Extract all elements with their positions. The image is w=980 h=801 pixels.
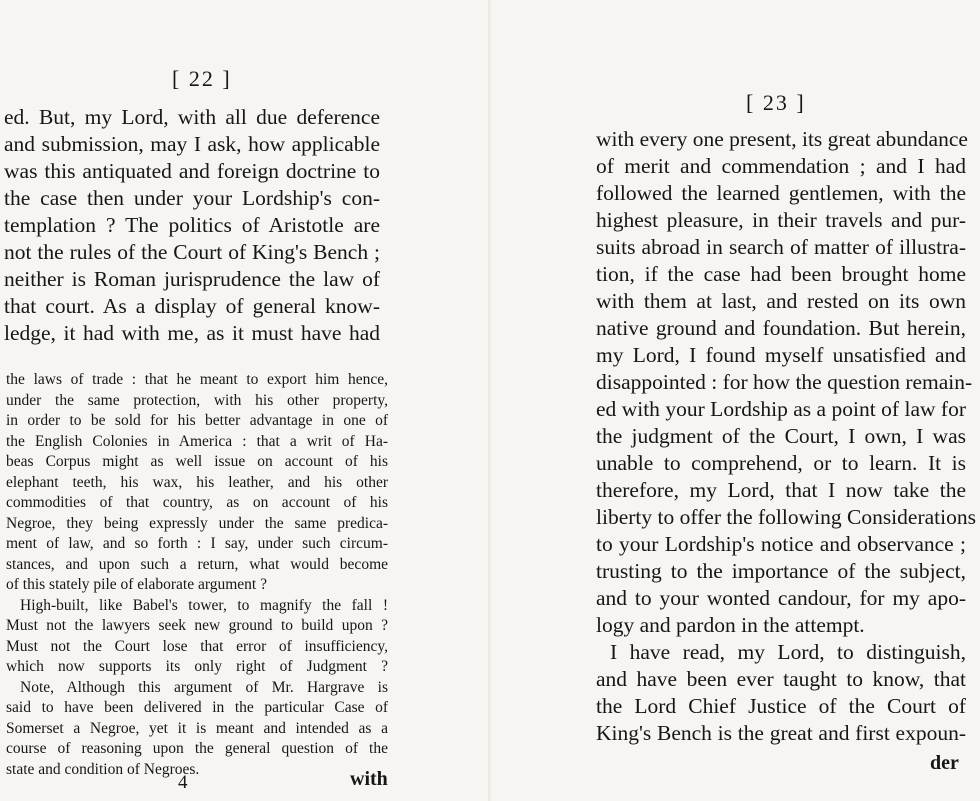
text-line: and have been ever taught to know, that	[596, 667, 966, 691]
text-line: Must not the Court lose that error of insufficiency,	[6, 637, 388, 655]
text-line: beas Corpus might as well issue on account of his	[6, 453, 388, 470]
text-line: in order to be sold for his better advantage in one of	[6, 412, 388, 429]
page-number-23: [ 23 ]	[746, 90, 806, 115]
signature-mark: 4	[178, 772, 188, 793]
page-number-22: [ 22 ]	[172, 66, 232, 91]
text-line: with every one present, its great abundance	[596, 127, 968, 151]
text-line: Somerset a Negroe, yet it is meant and intended as a	[6, 719, 388, 737]
text-line: native ground and foundation. But herein,	[596, 316, 966, 340]
text-line: neither is Roman jurisprudence the law of	[4, 267, 380, 291]
text-line: said to have been delivered in the particular Case of	[6, 699, 388, 716]
text-line: the English Colonies in America : that a writ of Ha-	[6, 432, 388, 450]
text-line: followed the learned gentlemen, with the	[596, 181, 966, 205]
text-line: state and condition of Negroes.	[6, 760, 200, 778]
text-line: trusting to the importance of the subject,	[596, 559, 966, 583]
text-line: course of reasoning upon the general question of the	[6, 740, 388, 757]
text-line: that court. As a display of general know-	[4, 294, 380, 318]
text-line: under the same protection, with his other property,	[6, 391, 388, 409]
text-line: elephant teeth, his wax, his leather, and his other	[6, 473, 388, 491]
text-line: commodities of that country, as on account of his	[6, 494, 388, 511]
text-line: tion, if the case had been brought home	[596, 262, 966, 286]
text-line: therefore, my Lord, that I now take the	[596, 478, 966, 502]
text-line: the judgment of the Court, I own, I was	[596, 424, 966, 448]
text-line: of this stately pile of elaborate argument ?	[6, 576, 267, 593]
right-page	[490, 0, 980, 801]
text-line: Negroe, they being expressly under the same predica-	[6, 514, 388, 532]
text-line: with them at last, and rested on its own	[596, 289, 966, 313]
text-line: stances, and upon such a return, what would become	[6, 555, 388, 573]
text-line: the Lord Chief Justice of the Court of	[596, 694, 966, 718]
text-line: was this antiquated and foreign doctrine to	[4, 159, 380, 183]
text-line: and submission, may I ask, how applicable	[4, 132, 380, 156]
catchword-left: with	[350, 768, 388, 790]
text-line: ed with your Lordship as a point of law for	[596, 397, 966, 421]
text-line: the laws of trade : that he meant to export him hence,	[6, 371, 388, 388]
text-line: King's Bench is the great and first expoun-	[596, 721, 966, 745]
text-line: ed. But, my Lord, with all due deference	[4, 105, 380, 129]
text-line: suits abroad in search of matter of illustra-	[596, 235, 966, 259]
text-line: High-built, like Babel's tower, to magnify the fall !	[20, 596, 388, 614]
text-line: logy and pardon in the attempt.	[596, 613, 865, 637]
text-line: Note, Although this argument of Mr. Hargrave is	[20, 678, 388, 696]
text-line: highest pleasure, in their travels and pur-	[596, 208, 966, 232]
text-line: disappointed : for how the question remain-	[596, 370, 973, 394]
text-line: the case then under your Lordship's con-	[4, 186, 380, 210]
text-line: not the rules of the Court of King's Bench ;	[4, 240, 380, 264]
right-main-text	[596, 126, 976, 747]
text-line: to your Lordship's notice and observance ;	[596, 532, 966, 556]
text-line: templation ? The politics of Aristotle are	[4, 213, 380, 237]
text-line: my Lord, I found myself unsatisfied and	[596, 343, 966, 367]
text-line: unable to comprehend, or to learn. It is	[596, 451, 966, 475]
text-line: Must not the lawyers seek new ground to build upon ?	[6, 617, 388, 634]
text-line: ledge, it had with me, as it must have had	[4, 321, 380, 345]
left-footnote-text	[6, 370, 388, 780]
text-line: ment of law, and so forth : I say, under such circum-	[6, 535, 388, 552]
text-line: which now supports its only right of Judgment ?	[6, 658, 388, 675]
text-line: and to your wonted candour, for my apo-	[596, 586, 966, 610]
left-main-text	[4, 104, 380, 347]
text-line: liberty to offer the following Considerations	[596, 505, 976, 529]
text-line: of merit and commendation ; and I had	[596, 154, 966, 178]
catchword-right: der	[930, 752, 959, 774]
text-line: I have read, my Lord, to distinguish,	[610, 640, 966, 664]
